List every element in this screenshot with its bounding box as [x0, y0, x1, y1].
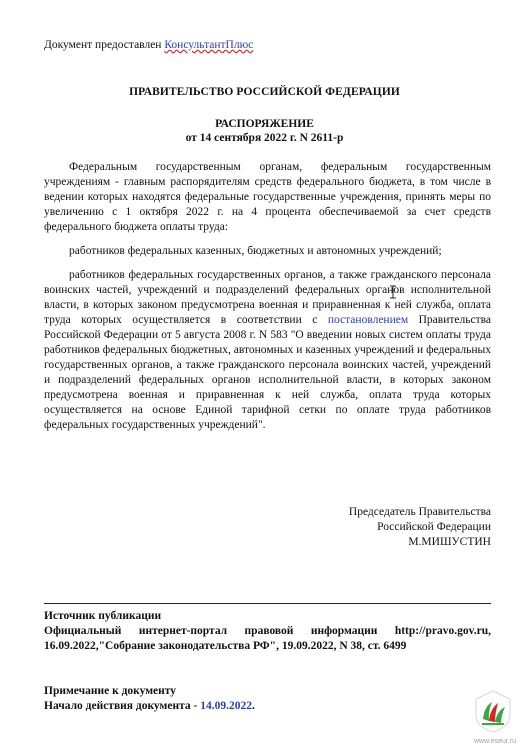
paragraph-1: Федеральным государственным органам, федеральным государственным учреждениям - главным распорядителям средств федерального бюджета, в том числе в ведении которых находятся федеральные государственные учреждения, принять меры по увеличению с 1 октября 2022 г. на 4 процента обеспечиваемой за счет средств федерального бюджета оплаты труда: — [44, 161, 491, 233]
effective-suffix: . — [251, 700, 255, 712]
source-heading: Источник публикации — [44, 610, 162, 622]
signature-name: М.МИШУСТИН — [408, 536, 491, 548]
divider — [44, 603, 491, 604]
document-note — [44, 684, 491, 714]
signature-position: Председатель Правительства — [348, 506, 491, 518]
union-logo-icon — [474, 689, 512, 733]
government-title: ПРАВИТЕЛЬСТВО РОССИЙСКОЙ ФЕДЕРАЦИИ — [129, 86, 400, 98]
note-heading: Примечание к документу — [44, 685, 177, 697]
effective-date-line — [44, 699, 491, 714]
provided-by-prefix: Документ предоставлен — [44, 39, 165, 51]
signature-country: Российской Федерации — [377, 521, 491, 533]
watermark: www.eseur.ru — [474, 738, 517, 745]
paragraph-3-start: работников федеральных государственных органов, а также гражданского персонала воинских частей, учреждений и подразделений федеральных органов исполнительной власти, в которых законом предусмотрена военная и приравненная к ней служба, оплата труда которых осуществляется в соответствии с — [44, 269, 491, 326]
document-body — [44, 160, 491, 442]
provided-by-line — [44, 39, 253, 51]
paragraph-3 — [44, 268, 491, 433]
document-date: от 14 сентября 2022 г. N 2611-р — [185, 132, 344, 144]
paragraph-2: работников федеральных казенных, бюджетных и автономных учреждений; — [69, 245, 442, 257]
effective-date: 14.09.2022 — [200, 700, 252, 712]
paragraph-3-end: Правительства Российской Федерации от 5 августа 2008 г. N 583 "О введении новых систем оплаты труда работников федеральных бюджетных, автономных и казенных учреждений и федеральных государственных органов, а также гражданского персонала воинских частей, учреждений и подразделений федеральных органов исполнительной власти, в которых законом предусмотрена военная и приравненная к ней служба, оплата труда которых осуществляется на основе Единой тарифной сетки по оплате труда работников федеральных государственных учреждений". — [44, 314, 492, 431]
effective-label: Начало действия документа - — [44, 700, 201, 712]
text-cursor-icon — [389, 285, 397, 299]
resolution-link[interactable]: постановлением — [327, 314, 409, 326]
publication-source — [44, 609, 491, 654]
signature-block — [349, 505, 491, 550]
document-type: РАСПОРЯЖЕНИЕ — [215, 118, 314, 130]
source-text: Официальный интернет-портал правовой информации http://pravo.gov.ru, 16.09.2022,"Собрание законодательства РФ", 19.09.2022, N 38, ст. 6499 — [44, 625, 491, 652]
consultant-plus-link[interactable]: КонсультантПлюс — [164, 39, 254, 51]
